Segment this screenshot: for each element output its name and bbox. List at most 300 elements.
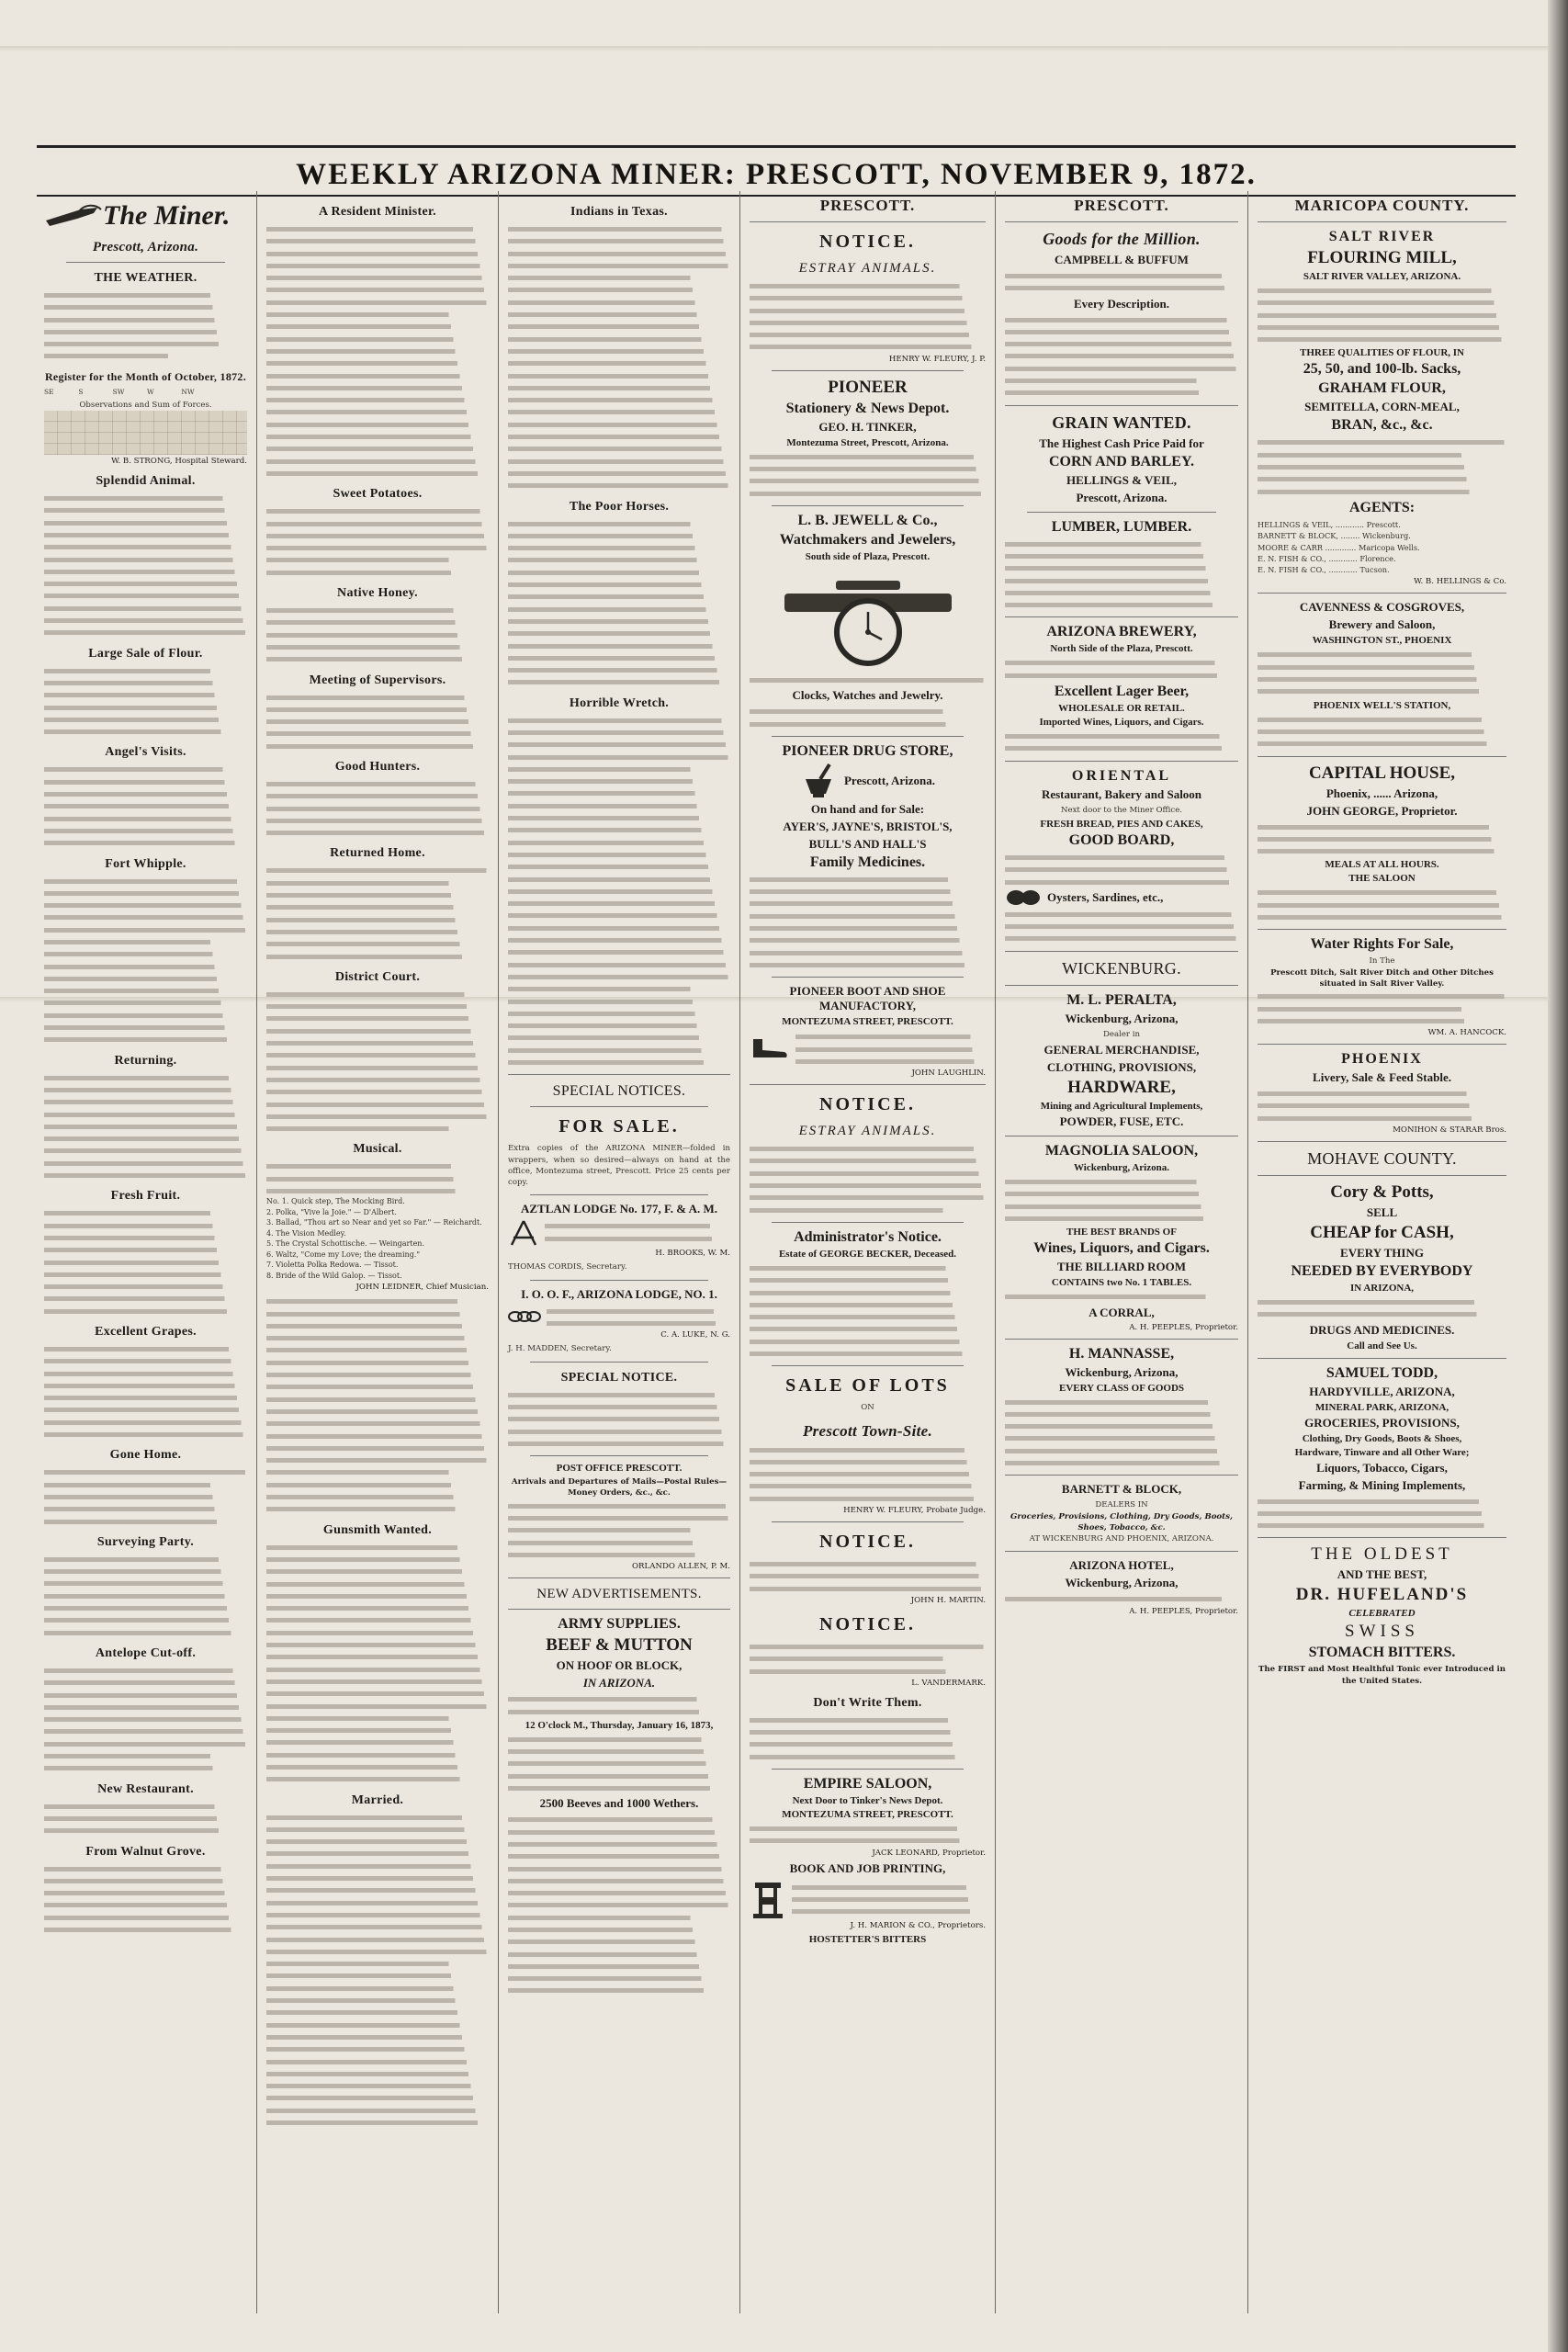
drug-text [750, 874, 986, 970]
dont-write-text [750, 1714, 986, 1762]
oyster-icon [1005, 888, 1042, 908]
water-signer: WM. A. HANCOCK. [1427, 1028, 1506, 1038]
program-item: No. 1. Quick step, The Mocking Bird. [266, 1197, 405, 1206]
capital-text [1258, 821, 1506, 857]
the-saloon: THE SALOON [1348, 873, 1416, 885]
water-text [1258, 990, 1506, 1026]
notice-4-text [750, 1641, 986, 1677]
article-survey [44, 1554, 247, 1638]
divider [1258, 1175, 1506, 1176]
heading-grapes: Excellent Grapes. [95, 1325, 197, 1339]
divider [772, 977, 964, 978]
divider [508, 1074, 730, 1075]
hardware: HARDWARE, [1067, 1078, 1176, 1098]
divider [772, 736, 964, 737]
article-grapes [44, 1343, 247, 1440]
heading-arizona-hotel: ARIZONA HOTEL, [1069, 1558, 1174, 1573]
grain-items: CORN AND BARLEY. [1048, 453, 1195, 469]
oriental-next-door: Next door to the Miner Office. [1060, 805, 1183, 815]
board-text [1005, 852, 1238, 888]
wines-liquors: Wines, Liquors, and Cigars. [1033, 1240, 1210, 1257]
todd-clothing: Clothing, Dry Goods, Boots & Shoes, [1302, 1432, 1462, 1444]
empire-text [750, 1823, 986, 1847]
heading-mannasse: H. MANNASSE, [1068, 1345, 1175, 1362]
lots-town-site: Prescott Town-Site. [802, 1421, 933, 1440]
heading-post-office: POST OFFICE PRESCOTT. [556, 1463, 682, 1475]
heading-survey: Surveying Party. [96, 1534, 195, 1549]
divider [1005, 1339, 1238, 1340]
ioof-signer: C. A. LUKE, N. G. [660, 1330, 730, 1340]
masthead-top-rule [37, 145, 1516, 148]
divider [1258, 221, 1506, 222]
notice-3-text [750, 1558, 986, 1594]
divider [750, 1084, 986, 1085]
mortar-pestle-icon [800, 763, 837, 799]
drug-city: Prescott, Arizona. [843, 773, 936, 787]
samuel-todd: SAMUEL TODD, [1325, 1364, 1438, 1381]
goods-text [1005, 270, 1238, 294]
divider [772, 505, 964, 506]
heading-estray: ESTRAY ANIMALS. [798, 261, 937, 276]
heading-returned: Returned Home. [330, 846, 425, 861]
heading-pioneer-drug: PIONEER DRUG STORE, [782, 742, 953, 759]
special-notice-text [508, 1389, 730, 1449]
agent-item: E. N. FISH & CO., ............ Florence. [1258, 553, 1396, 563]
heading-angels: Angel's Visits. [105, 745, 186, 760]
heading-hunters: Good Hunters. [334, 759, 421, 774]
heading-pioneer: PIONEER [828, 377, 908, 397]
heading-musical: Musical. [353, 1142, 402, 1157]
heading-new-advertisements: NEW ADVERTISEMENTS. [536, 1587, 702, 1602]
article-honey [266, 605, 489, 664]
article-district-court [266, 989, 489, 1135]
bran: BRAN, &c., &c. [1331, 417, 1433, 434]
heading-oriental: ORIENTAL [1071, 767, 1172, 784]
section-prescott: PRESCOTT. [819, 197, 916, 214]
estray-2-text [750, 1143, 986, 1216]
john-george: JOHN GEORGE, Proprietor. [1306, 803, 1458, 818]
divider [772, 1521, 964, 1522]
on-hoof: ON HOOF OR BLOCK, [556, 1658, 682, 1673]
semitella: SEMITELLA, CORN-MEAL, [1304, 400, 1460, 414]
divider [508, 1577, 730, 1578]
pen-hand-icon [44, 202, 103, 230]
heading-antelope: Antelope Cut-off. [95, 1645, 197, 1660]
heading-barnett-block: BARNETT & BLOCK, [1061, 1482, 1182, 1497]
jewell-text [750, 674, 986, 685]
todd-groceries: GROCERIES, PROVISIONS, [1304, 1415, 1460, 1430]
mineral-park: MINERAL PARK, ARIZONA, [1314, 1401, 1450, 1413]
mannasse-text [1005, 1396, 1238, 1469]
salt-river: SALT RIVER [1328, 229, 1436, 244]
army-text-2 [508, 1734, 730, 1793]
agent-item: HELLINGS & VEIL, ............ Prescott. [1258, 519, 1401, 529]
saloon-text [1258, 887, 1506, 922]
article-indians [508, 223, 730, 492]
in-arizona: IN ARIZONA. [582, 1676, 656, 1690]
mohave-in-arizona: IN ARIZONA, [1349, 1282, 1415, 1294]
livery-text [1258, 1088, 1506, 1124]
corral-text [1005, 1291, 1238, 1302]
drugs-medicines: DRUGS AND MEDICINES. [1309, 1322, 1455, 1337]
mining-implements: Mining and Agricultural Implements, [1040, 1101, 1203, 1113]
program-item: 6. Waltz, "Come my Love; the dreaming." [266, 1250, 421, 1259]
administrator-text [750, 1262, 986, 1359]
heading-notice-2: NOTICE. [819, 1094, 916, 1115]
program-item: 3. Ballad, "Thou art so Near and yet so Far." — Reichardt. [266, 1218, 482, 1227]
divider [1258, 593, 1506, 594]
divider [1258, 1044, 1506, 1045]
hellings-veil: HELLINGS & VEIL, [1066, 472, 1178, 487]
oysters-text [1005, 909, 1238, 944]
divider [1005, 405, 1238, 406]
best-brands: THE BEST BRANDS OF [1066, 1227, 1177, 1238]
jewell-text-2 [750, 706, 986, 729]
heading-potatoes: Sweet Potatoes. [333, 487, 423, 502]
army-text-3 [508, 1814, 730, 1996]
masthead: WEEKLY ARIZONA MINER: PRESCOTT, NOVEMBER 9, 1872. [296, 157, 1257, 191]
musical-leader: JOHN LEIDNER, Chief Musician. [355, 1283, 489, 1293]
campbell-buffum: CAMPBELL & BUFFUM [1055, 253, 1189, 266]
empire-next-door: Next Door to Tinker's News Depot. [792, 1795, 943, 1807]
heading-notice-4: NOTICE. [819, 1613, 916, 1634]
every-class: EVERY CLASS OF GOODS [1058, 1382, 1185, 1394]
heading-book-printing: BOOK AND JOB PRINTING, [789, 1860, 946, 1875]
article-antelope [44, 1665, 247, 1774]
todd-liquors: Liquors, Tobacco, Cigars, [1316, 1460, 1448, 1475]
boot-icon [750, 1037, 790, 1059]
heading-gunsmith: Gunsmith Wanted. [322, 1522, 433, 1537]
lumber-text [1005, 538, 1238, 611]
heading-beef-mutton: BEEF & MUTTON [546, 1635, 693, 1656]
lager-sub: WHOLESALE OR RETAIL. [1058, 703, 1185, 715]
every-description: Every Description. [1074, 296, 1169, 311]
paper-fold-line [0, 46, 1548, 51]
divider [530, 1455, 708, 1456]
hotel-signer: A. H. PEEPLES, Proprietor. [1129, 1606, 1238, 1616]
heading-walnut: From Walnut Grove. [85, 1844, 206, 1859]
stomach-bitters: STOMACH BITTERS. [1308, 1645, 1456, 1661]
heading-grain-wanted: GRAIN WANTED. [1052, 413, 1191, 432]
good-board: GOOD BOARD, [1068, 831, 1175, 848]
magnolia-text [1005, 1176, 1238, 1224]
cory-potts: Cory & Potts, [1330, 1182, 1434, 1202]
program-item: 8. Bride of the Wild Galop. — Tissot. [266, 1271, 402, 1280]
heading-animal: Splendid Animal. [96, 474, 196, 489]
heading-supervisors: Meeting of Supervisors. [309, 673, 446, 687]
todd-hardware: Hardware, Tinware and all Other Ware; [1294, 1446, 1470, 1458]
heading-minister: A Resident Minister. [319, 205, 436, 219]
heading-army-supplies: ARMY SUPPLIES. [558, 1616, 681, 1633]
divider [1005, 221, 1238, 222]
heading-whipple: Fort Whipple. [105, 856, 186, 871]
oriental-sub: Restaurant, Bakery and Saloon [1041, 786, 1202, 801]
notice-3-signer: JOHN H. MARTIN. [910, 1595, 986, 1605]
divider [772, 1365, 964, 1366]
army-date: 12 O'clock M., Thursday, January 16, 1873, [525, 1719, 714, 1731]
livery-signer: MONIHON & STARAR Bros. [1393, 1125, 1506, 1135]
column-2 [257, 191, 499, 2313]
heading-jewell: L. B. JEWELL & Co., [797, 512, 938, 528]
article-whipple [44, 876, 247, 1046]
logo-text: The Miner. [103, 200, 231, 231]
drug-line-2: BULL'S AND HALL'S [808, 836, 927, 851]
fresh-bread: FRESH BREAD, PIES AND CAKES, [1040, 818, 1203, 830]
tinker-address: Montezuma Street, Prescott, Arizona. [786, 436, 949, 448]
divider [1258, 1141, 1506, 1142]
ioof-text [547, 1305, 730, 1329]
square-compass-icon [508, 1219, 539, 1247]
jewell-address: South side of Plaza, Prescott. [805, 550, 931, 562]
heading-estray-2: ESTRAY ANIMALS. [798, 1124, 937, 1139]
drug-line-3: Family Medicines. [809, 854, 926, 870]
heading-married: Married. [351, 1792, 404, 1807]
heading-fruit: Fresh Fruit. [110, 1189, 181, 1204]
first-tonic: The FIRST and Most Healthful Tonic ever Introduced in the United States. [1258, 1665, 1506, 1686]
section-maricopa: MARICOPA COUNTY. [1294, 197, 1470, 214]
celebrated: CELEBRATED [1348, 1608, 1416, 1620]
program-item: 7. Violetta Polka Redowa. — Tissot. [266, 1261, 399, 1270]
miner-logo [44, 200, 247, 232]
dateline: Prescott, Arizona. [92, 240, 199, 254]
magnolia-signer: A. H. PEEPLES, Proprietor. [1129, 1322, 1238, 1332]
boot-text [795, 1030, 986, 1067]
column-5 [996, 191, 1248, 2313]
heading-returning: Returning. [114, 1053, 177, 1068]
estray-signer: HENRY W. FLEURY, J. P. [888, 354, 986, 364]
program-item: 5. The Crystal Schottische. — Weingarten. [266, 1239, 424, 1249]
divider [66, 262, 225, 263]
general-merchandise: GENERAL MERCHANDISE, [1043, 1043, 1200, 1057]
article-returned [266, 865, 489, 961]
corral: A CORRAL, [1089, 1305, 1155, 1319]
heading-administrator: Administrator's Notice. [794, 1228, 942, 1245]
phoenix-wells: PHOENIX WELL'S STATION, [1313, 699, 1451, 711]
sell: SELL [1366, 1204, 1398, 1219]
salt-river-valley: SALT RIVER VALLEY, ARIZONA. [1303, 271, 1461, 282]
article-wretch [508, 715, 730, 1069]
stationery-text [750, 451, 986, 499]
magnolia-city: Wickenburg, Arizona. [1073, 1162, 1169, 1174]
article-supervisors [266, 692, 489, 752]
column-4 [740, 191, 996, 2313]
every-thing: EVERY THING [1340, 1245, 1424, 1260]
brewery-text-2 [1005, 730, 1238, 754]
lots-text [750, 1444, 986, 1504]
todd-text [1258, 1496, 1506, 1532]
divider [1027, 512, 1216, 513]
flouring-mill: FLOURING MILL, [1307, 248, 1457, 267]
mannasse-city: Wickenburg, Arizona, [1065, 1364, 1179, 1379]
heading-sale-of-lots: SALE OF LOTS [785, 1375, 950, 1396]
brewery-location: North Side of the Plaza, Prescott. [1050, 643, 1193, 655]
livery-stable: Livery, Sale & Feed Stable. [1313, 1070, 1451, 1085]
and-the-best: AND THE BEST, [1337, 1567, 1427, 1582]
mill-signer: W. B. HELLINGS & Co. [1414, 577, 1506, 587]
heading-notice: NOTICE. [819, 232, 916, 252]
article-restaurant [44, 1801, 247, 1837]
article-fruit [44, 1207, 247, 1317]
heading-indians: Indians in Texas. [570, 205, 668, 219]
water-rights: Water Rights For Sale, [1310, 936, 1454, 953]
page-edge-shadow [1548, 0, 1568, 2352]
three-qualities: THREE QUALITIES OF FLOUR, IN [1300, 347, 1464, 359]
peralta-name: M. L. PERALTA, [1066, 991, 1177, 1008]
divider [530, 1194, 708, 1195]
divider [750, 221, 986, 222]
heading-dont-write: Don't Write Them. [813, 1695, 922, 1710]
column-3 [499, 191, 740, 2313]
hardyville: HARDYVILLE, ARIZONA, [1309, 1384, 1455, 1398]
dealer-in: Dealer in [1102, 1029, 1141, 1039]
lots-on: ON [861, 1403, 874, 1413]
boot-signer: JOHN LAUGHLIN. [911, 1069, 986, 1079]
capital-house: CAPITAL HOUSE, [1308, 763, 1456, 783]
beeves-wethers: 2500 Beeves and 1000 Wethers. [539, 1796, 699, 1811]
heading-ioof: I. O. O. F., ARIZONA LODGE, NO. 1. [521, 1286, 717, 1301]
heading-lumber: LUMBER, LUMBER. [1051, 518, 1192, 535]
divider [1258, 929, 1506, 930]
washington-street: WASHINGTON ST., PHOENIX [1312, 635, 1452, 647]
heading-wretch: Horrible Wretch. [569, 695, 670, 710]
grain-price: The Highest Cash Price Paid for [1039, 435, 1204, 450]
boot-address: MONTEZUMA STREET, PRESCOTT. [782, 1016, 953, 1028]
call-and-see: Call and See Us. [1347, 1340, 1417, 1351]
wx-col: S [78, 387, 84, 396]
divider [1005, 616, 1238, 617]
article-horses [508, 518, 730, 688]
mill-text-2 [1258, 436, 1506, 496]
heading-watchmakers: Watchmakers and Jewelers, [779, 531, 956, 548]
printing-press-icon [750, 1879, 786, 1919]
agent-item: BARNETT & BLOCK, ........ Wickenburg. [1258, 531, 1411, 541]
printing-text [792, 1881, 986, 1917]
wells-text [1258, 714, 1506, 750]
article-angels [44, 763, 247, 848]
barnett-goods: Groceries, Provisions, Clothing, Dry Goods, Boots, Shoes, Tobacco, &c. [1010, 1511, 1233, 1532]
watch-icon [781, 568, 955, 669]
the-oldest: THE OLDEST [1311, 1544, 1453, 1565]
weather-signer: W. B. STRONG, Hospital Steward. [111, 457, 247, 467]
cavenness-text [1258, 649, 1506, 696]
printing-signer: J. H. MARION & CO., Proprietors. [850, 1920, 986, 1930]
postmaster: ORLANDO ALLEN, P. M. [632, 1562, 730, 1572]
wx-col: NW [181, 387, 195, 396]
ioof-secretary: J. H. MADDEN, Secretary. [508, 1344, 612, 1354]
article-potatoes [266, 505, 489, 578]
aztlan-signer: H. BROOKS, W. M. [655, 1249, 730, 1259]
divider [1258, 1358, 1506, 1359]
heading-weather: THE WEATHER. [94, 271, 197, 285]
clocks-line: Clocks, Watches and Jewelry. [792, 688, 943, 703]
lots-signer: HENRY W. FLEURY, Probate Judge. [843, 1506, 986, 1516]
billiard-room: THE BILLIARD ROOM [1056, 1260, 1187, 1274]
sack-sizes: 25, 50, and 100-lb. Sacks, [1303, 361, 1461, 378]
heading-notice-3: NOTICE. [819, 1532, 916, 1553]
hellings-city: Prescott, Arizona. [1076, 490, 1168, 504]
administrator-estate: Estate of GEORGE BECKER, Deceased. [778, 1248, 957, 1260]
peralta-city: Wickenburg, Arizona, [1065, 1011, 1179, 1025]
divider [530, 1106, 708, 1107]
divider [1005, 1475, 1238, 1476]
brewery-text [1005, 657, 1238, 681]
heading-special-notice: SPECIAL NOTICE. [560, 1370, 678, 1385]
article-gone [44, 1466, 247, 1526]
wx-col: SE [44, 387, 54, 396]
heading-gone: Gone Home. [109, 1448, 182, 1463]
dr-hufeland: DR. HUFELAND'S [1295, 1585, 1469, 1605]
observations-grid [44, 411, 247, 455]
imported-wines: Imported Wines, Liquors, and Cigars. [1039, 717, 1204, 729]
drug-line-1: AYER'S, JAYNE'S, BRISTOL'S, [783, 819, 953, 833]
agent-item: MOORE & CARR ............. Maricopa Wells. [1258, 542, 1420, 552]
article-walnut [44, 1863, 247, 1936]
drug-on-hand: On hand and for Sale: [810, 801, 925, 816]
powder-fuse: POWDER, FUSE, ETC. [1059, 1114, 1184, 1129]
brewery-saloon: Brewery and Saloon, [1328, 617, 1436, 632]
graham-flour: GRAHAM FLOUR, [1318, 380, 1446, 397]
program-item: 2. Polka, "Vive la Joie." — D'Albert. [266, 1207, 397, 1216]
post-office-text [508, 1500, 730, 1560]
army-text [508, 1693, 730, 1717]
article-musical [266, 1160, 489, 1196]
mill-text [1258, 285, 1506, 345]
barnett-location: AT WICKENBURG AND PHOENIX, ARIZONA. [1029, 1534, 1214, 1544]
article-gunsmith [266, 1542, 489, 1785]
divider [1258, 756, 1506, 757]
oysters-sardines: Oysters, Sardines, etc., [1047, 889, 1164, 904]
column-6 [1248, 191, 1516, 2313]
article-local-news [266, 1295, 489, 1514]
water-in-the: In The [1369, 956, 1395, 967]
section-mohave: MOHAVE COUNTY. [1307, 1148, 1457, 1168]
capital-city: Phoenix, ...... Arizona, [1325, 786, 1438, 800]
observations-label: Observations and Sum of Forces. [79, 400, 212, 410]
program-item: 4. The Vision Medley. [266, 1228, 346, 1238]
section-prescott-2: PRESCOTT. [1074, 197, 1169, 214]
article-flour-sale [44, 665, 247, 738]
cheap-for-cash: CHEAP for CASH, [1310, 1222, 1454, 1242]
heading-empire-saloon: EMPIRE SALOON, [803, 1776, 932, 1792]
wx-col: W [146, 387, 154, 396]
wx-col [216, 388, 247, 396]
phoenix: PHOENIX [1341, 1051, 1423, 1068]
heading-restaurant: New Restaurant. [97, 1781, 194, 1796]
goods-text-2 [1005, 314, 1238, 399]
aztlan-text [545, 1219, 730, 1244]
hotel-city: Wickenburg, Arizona, [1065, 1576, 1179, 1590]
section-wickenburg: WICKENBURG. [1062, 958, 1181, 978]
meals-at-all-hours: MEALS AT ALL HOURS. [1325, 859, 1439, 871]
divider [1258, 1537, 1506, 1538]
empire-address: MONTEZUMA STREET, PRESCOTT. [782, 1809, 953, 1821]
divider [508, 1609, 730, 1610]
heading-register: Register for the Month of October, 1872. [44, 369, 247, 383]
swiss: SWISS [1345, 1622, 1419, 1642]
article-hunters [266, 778, 489, 838]
divider [1005, 951, 1238, 952]
article-returning [44, 1072, 247, 1182]
heading-horses: The Poor Horses. [569, 499, 670, 514]
article-weather [44, 289, 247, 362]
wx-col: SW [112, 387, 125, 396]
heading-magnolia: MAGNOLIA SALOON, [1044, 1143, 1199, 1159]
divider [772, 1222, 964, 1223]
agent-item: E. N. FISH & CO., ............ Tucson. [1258, 565, 1390, 575]
heading-goods-million: Goods for the Million. [1043, 230, 1201, 248]
heading-district-court: District Court. [334, 969, 421, 984]
agents-heading: AGENTS: [1348, 499, 1416, 515]
